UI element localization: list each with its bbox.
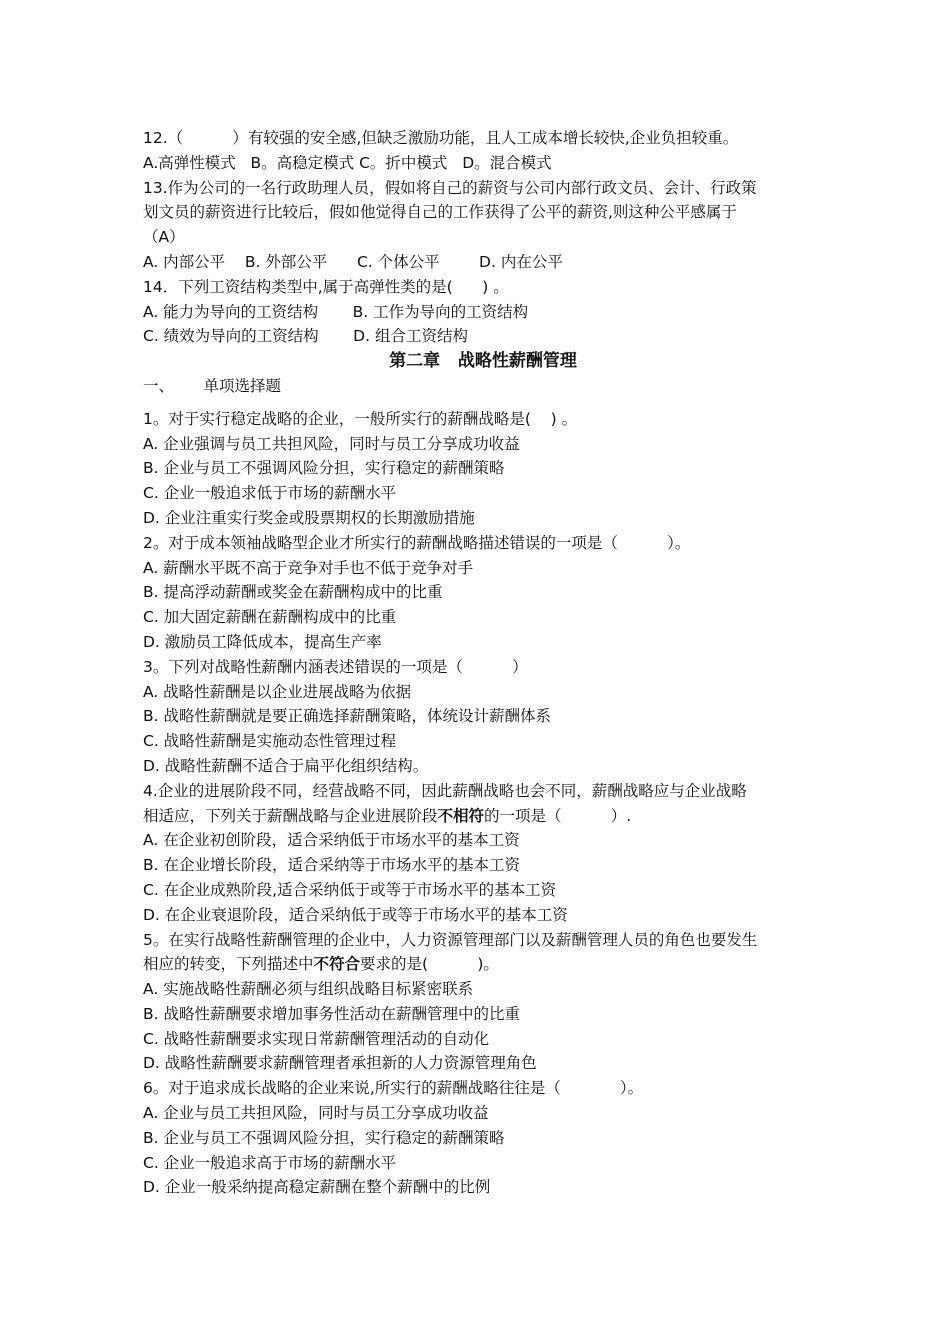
question-line-10: 3。下列对战略性薪酬内涵表述错误的一项是（ ） (143, 657, 528, 676)
question-line-1: B. 战略性薪酬要求增加事务性活动在薪酬管理中的比重 (143, 1004, 520, 1023)
chapter-title: 第二章 战略性薪酬管理 (389, 351, 577, 372)
text-line-2: 13.作为公司的一名行政助理人员，假如将自己的薪资与公司内部行政文员、会计、行政策 (143, 178, 757, 197)
question-line-0: A. 实施战略性薪酬必须与组织战略目标紧密联系 (143, 980, 474, 999)
text-line-1: A.高弹性模式 B。高稳定模式 C。折中模式 D。混合模式 (143, 153, 552, 172)
question-line-3: D. 战略性薪酬要求薪酬管理者承担新的人力资源管理角色 (143, 1054, 537, 1073)
question-line-6: A. 薪酬水平既不高于竞争对手也不低于竞争对手 (143, 558, 474, 577)
question-line-9: D. 激励员工降低成本，提高生产率 (143, 632, 382, 651)
question-4-line-2 (143, 804, 823, 829)
text-line-5: A. 内部公平 B. 外部公平 C. 个体公平 D. 内在公平 (143, 252, 563, 271)
text-line-3: 划文员的薪资进行比较后，假如他觉得自己的工作获得了公平的薪资,则这种公平感属于 (143, 203, 737, 222)
question-line-3: C. 企业一般追求低于市场的薪酬水平 (143, 484, 397, 503)
question-line-8: C. 加大固定薪酬在薪酬构成中的比重 (143, 608, 397, 627)
text-line-6: 14．下列工资结构类型中,属于高弹性类的是( ) 。 (143, 277, 509, 296)
question-line-7: B. 提高浮动薪酬或奖金在薪酬构成中的比重 (143, 583, 443, 602)
section-title: 一、 单项选择题 (143, 376, 282, 395)
text-line-7: A. 能力为导向的工资结构 B. 工作为导向的工资结构 (143, 302, 529, 321)
text-line-0: 12.（ ）有较强的安全感,但缺乏激励功能，且人工成本增长较快,企业负担较重。 (143, 129, 739, 147)
question-line-12: B. 战略性薪酬就是要正确选择薪酬策略，体统设计薪酬体系 (143, 707, 551, 726)
q5-text-pre: 相应的转变，下列描述中 (143, 955, 314, 974)
question-4-options (143, 828, 823, 927)
q4-emphasis: 不相符 (437, 806, 485, 825)
question-line-8: D. 企业一般采纳提高稳定薪酬在整个薪酬中的比例 (143, 1178, 491, 1197)
option-line-3: D. 在企业衰退阶段，适合采纳低于或等于市场水平的基本工资 (143, 905, 568, 924)
question-5-options-and-question-6 (143, 977, 823, 1200)
question-line-4: 6。对于追求成长战略的企业来说,所实行的薪酬战略往往是（ ）。 (143, 1079, 644, 1098)
q4-text-post: 的一项是（ ）. (484, 806, 632, 825)
questions-1-3 (143, 407, 823, 779)
question-line-2: B. 企业与员工不强调风险分担，实行稳定的薪酬策略 (143, 459, 505, 478)
q5-text-post: 要求的是( )。 (360, 955, 499, 974)
text-line-8: C. 绩效为导向的工资结构 D. 组合工资结构 (143, 327, 468, 346)
question-line-1: A. 企业强调与员工共担风险，同时与员工分享成功收益 (143, 434, 520, 453)
question-line-14: D. 战略性薪酬不适合于扁平化组织结构。 (143, 756, 429, 775)
question-4-line-1: 4.企业的进展阶段不同，经营战略不同，因此薪酬战略也会不同，薪酬战略应与企业战略 (143, 781, 747, 800)
page-content (143, 126, 823, 1200)
q5-emphasis: 不符合 (313, 955, 361, 974)
question-line-7: C. 企业一般追求高于市场的薪酬水平 (143, 1153, 397, 1172)
questions-12-14 (143, 126, 823, 349)
question-5-line-2 (143, 952, 823, 977)
question-line-6: B. 企业与员工不强调风险分担，实行稳定的薪酬策略 (143, 1128, 505, 1147)
question-line-13: C. 战略性薪酬是实施动态性管理过程 (143, 732, 397, 751)
question-line-5: 2。对于成本领袖战略型企业才所实行的薪酬战略描述错误的一项是（ ）。 (143, 533, 691, 552)
option-line-0: A. 在企业初创阶段，适合采纳低于市场水平的基本工资 (143, 831, 520, 850)
option-line-1: B. 在企业增长阶段，适合采纳等于市场水平的基本工资 (143, 856, 520, 875)
q4-text-pre: 相适应，下列关于薪酬战略与企业进展阶段 (143, 806, 438, 825)
question-line-4: D. 企业注重实行奖金或股票期权的长期激励措施 (143, 508, 475, 527)
question-line-2: C. 战略性薪酬要求实现日常薪酬管理活动的自动化 (143, 1029, 490, 1048)
question-5-line-1: 5。在实行战略性薪酬管理的企业中，人力资源管理部门以及薪酬管理人员的角色也要发生 (143, 930, 758, 949)
question-line-11: A. 战略性薪酬是以企业进展战略为依据 (143, 682, 412, 701)
option-line-2: C. 在企业成熟阶段,适合采纳低于或等于市场水平的基本工资 (143, 880, 557, 899)
question-line-0: 1。对于实行稳定战略的企业，一般所实行的薪酬战略是( ) 。 (143, 409, 578, 428)
text-line-4: （A） (143, 228, 185, 247)
question-line-5: A. 企业与员工共担风险，同时与员工分享成功收益 (143, 1104, 489, 1123)
